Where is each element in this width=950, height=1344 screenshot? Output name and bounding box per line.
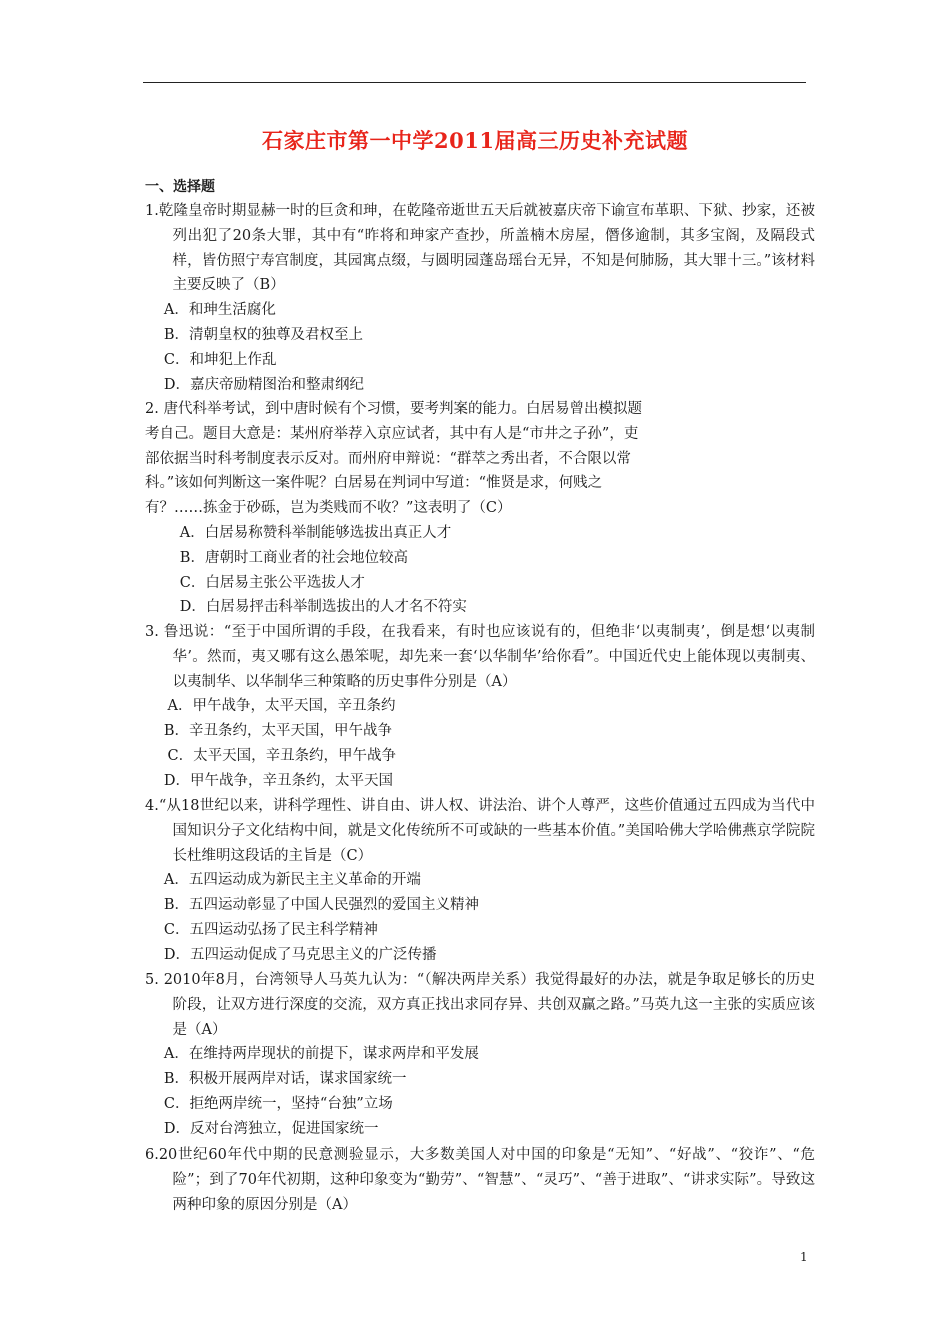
- option-c: C．太平天国，辛丑条约，甲午战争: [167, 747, 397, 764]
- question-stem: 6.20世纪60年代中期的民意测验显示，大多数美国人对中国的印象是“无知”、“好战”、“狡诈”、“危险”；到了70年代初期，这种印象变为“勤劳”、“智慧”、“灵巧”、“善于进取”、“讲求实际”。导致这两种印象的原因分别是（A）: [145, 1147, 815, 1213]
- question-stem-line: 科。”该如何判断这一案件呢？白居易在判词中写道：“惟贤是求，何贱之: [145, 475, 603, 492]
- option-d: D．甲午战争，辛丑条约，太平天国: [163, 772, 393, 789]
- option-b: B．唐朝时工商业者的社会地位较高: [179, 549, 408, 566]
- option-c: C．拒绝两岸统一，坚持“台独”立场: [163, 1095, 393, 1112]
- page-number: 1: [800, 1250, 808, 1264]
- question-3: [145, 620, 815, 794]
- page-title: 石家庄市第一中学2011届高三历史补充试题: [262, 128, 688, 153]
- question-stem-line: 有？……拣金于砂砾，岂为类贱而不收？”这表明了（C）: [145, 500, 512, 517]
- question-stem-line: 部依据当时科考制度表示反对。而州府申辩说：“群萃之秀出者，不合限以常: [145, 450, 631, 467]
- option-d: D．反对台湾独立，促进国家统一: [163, 1120, 379, 1137]
- option-d: D．白居易抨击科举制选拔出的人才名不符实: [179, 599, 467, 616]
- option-c: C．和坤犯上作乱: [163, 351, 277, 368]
- option-a: A．白居易称赞科举制能够选拔出真正人才: [179, 524, 452, 541]
- question-stem-line: 2. 唐代科举考试，到中唐时候有个习惯，要考判案的能力。白居易曾出模拟题: [145, 401, 642, 417]
- option-b: B．五四运动彰显了中国人民强烈的爱国主义精神: [163, 897, 479, 914]
- option-c: C．白居易主张公平选拔人才: [179, 574, 365, 591]
- question-stem: 3. 鲁迅说：“至于中国所谓的手段，在我看来，有时也应该说有的，但绝非‘以夷制夷’，倒是想‘以夷制华’。然而，夷又哪有这么愚笨呢，却先来一套‘以华制华’给你看”。中国近代史上能体现以夷制夷、以夷制华、以华制华三种策略的历史事件分别是（A）: [145, 624, 815, 690]
- section-heading: 一、选择题: [145, 179, 215, 195]
- option-b: B．清朝皇权的独尊及君权至上: [163, 326, 363, 343]
- option-d: D．嘉庆帝励精图治和整肃纲纪: [163, 376, 364, 393]
- question-5: [145, 968, 815, 1142]
- question-6: [145, 1143, 815, 1217]
- question-stem: 5. 2010年8月，台湾领导人马英九认为：“（解决两岸关系）我觉得最好的办法，就是争取足够长的历史阶段，让双方进行深度的交流，双方真正找出求同存异、共创双赢之路。”马英九这一主张的实质应该是（A）: [145, 972, 815, 1038]
- option-a: A．和珅生活腐化: [163, 302, 276, 319]
- question-1: [145, 199, 815, 397]
- header-rule: [143, 82, 806, 83]
- option-a: A．甲午战争，太平天国，辛丑条约: [167, 698, 396, 715]
- option-b: B．辛丑条约，太平天国，甲午战争: [163, 723, 392, 740]
- option-a: A．五四运动成为新民主主义革命的开端: [163, 872, 421, 889]
- question-stem: 4.“从18世纪以来，讲科学理性、讲自由、讲人权、讲法治、讲个人尊严，这些价值通过五四成为当代中国知识分子文化结构中间，就是文化传统所不可或缺的一些基本价值。”美国哈佛大学哈佛燕京学院院长杜维明这段话的主旨是（C）: [145, 798, 815, 864]
- question-2: [145, 397, 815, 620]
- question-stem-line: 考自己。题目大意是：某州府举荐入京应试者，其中有人是“市井之子孙”，吏: [145, 425, 639, 442]
- option-c: C．五四运动弘扬了民主科学精神: [163, 921, 378, 938]
- question-4: [145, 794, 815, 968]
- option-a: A．在维持两岸现状的前提下，谋求两岸和平发展: [163, 1046, 479, 1063]
- option-d: D．五四运动促成了马克思主义的广泛传播: [163, 946, 437, 963]
- option-b: B．积极开展两岸对话，谋求国家统一: [163, 1071, 407, 1088]
- question-stem: 1.乾隆皇帝时期显赫一时的巨贪和珅，在乾隆帝逝世五天后就被嘉庆帝下谕宣布革职、下狱、抄家，还被列出犯了20条大罪，其中有“昨将和珅家产查抄，所盖楠木房屋，僭侈逾制，其多宝阁，及隔段式样，皆仿照宁寿宫制度，其园寓点缀，与圆明园蓬岛瑶台无异，不知是何肺肠，其大罪十三。”该材料主要反映了（B）: [145, 203, 815, 294]
